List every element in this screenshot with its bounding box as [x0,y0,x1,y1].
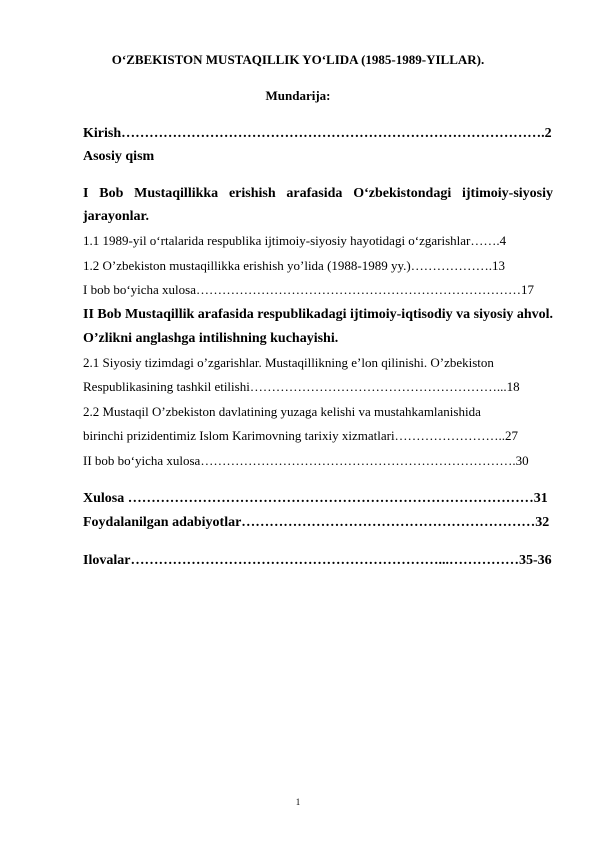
word: Mustaqillikka [134,186,219,201]
word: I [83,186,89,201]
word: Bob [99,186,124,201]
toc-chapter-2-line-2: O’zlikni anglashga intilishning kuchayishi. [83,331,339,346]
toc-bob-2-summary: II bob bo‘yicha xulosa……………………………………………………………….30 [83,453,529,468]
toc-entry-asosiy-qism: Asosiy qism [83,149,155,164]
toc-section-2-2-line-1: 2.2 Mustaqil O’zbekiston davlatining yuzaga kelishi va mustahkamlanishida [83,404,481,419]
page-number: 1 [295,797,301,807]
toc-heading: Mundarija: [265,88,331,103]
toc-chapter-1-line-2: jarayonlar. [83,209,149,224]
word: ijtimoiy-siyosiy [462,186,553,201]
word: erishish [228,186,276,201]
word: arafasida [286,186,343,201]
toc-section-2-1-line-1: 2.1 Siyosiy tizimdagi o’zgarishlar. Mustaqillikning e’lon qilinishi. O’zbekiston [83,355,494,370]
toc-section-2-1-line-2: Respublikasining tashkil etilishi…………………………………………………...18 [83,379,520,394]
toc-entry-xulosa: Xulosa ……………………………………………………………………………31 [83,491,548,506]
word: O‘zbekistondagi [353,186,452,201]
toc-section-1-2: 1.2 O’zbekiston mustaqillikka erishish yo’lida (1988-1989 yy.)……………….13 [83,258,505,273]
toc-section-2-2-line-2: birinchi prizidentimiz Islom Karimovning tarixiy xizmatlari……………………..27 [83,428,519,443]
toc-chapter-1-line-1 [83,184,553,204]
toc-bob-1-summary: I bob bo‘yicha xulosa…………………………………………………………………17 [83,282,535,297]
toc-entry-adabiyotlar: Foydalanilgan adabiyotlar………………………………………………………32 [83,515,550,530]
toc-chapter-2-line-1: II Bob Mustaqillik arafasida respublikadagi ijtimoiy-iqtisodiy va siyosiy ahvol. [83,307,553,322]
toc-section-1-1: 1.1 1989-yil o‘rtalarida respublika ijtimoiy-siyosiy hayotidagi o‘zgarishlar…….4 [83,233,507,248]
toc-entry-ilovalar: Ilovalar…………………………………………………………...……………35-36 [83,553,552,568]
toc-entry-kirish: Kirish……………………………………………………………………………….2 [83,126,552,141]
document-title: O‘ZBEKISTON MUSTAQILLIK YO‘LIDA (1985-1989-YILLAR). [111,52,485,67]
